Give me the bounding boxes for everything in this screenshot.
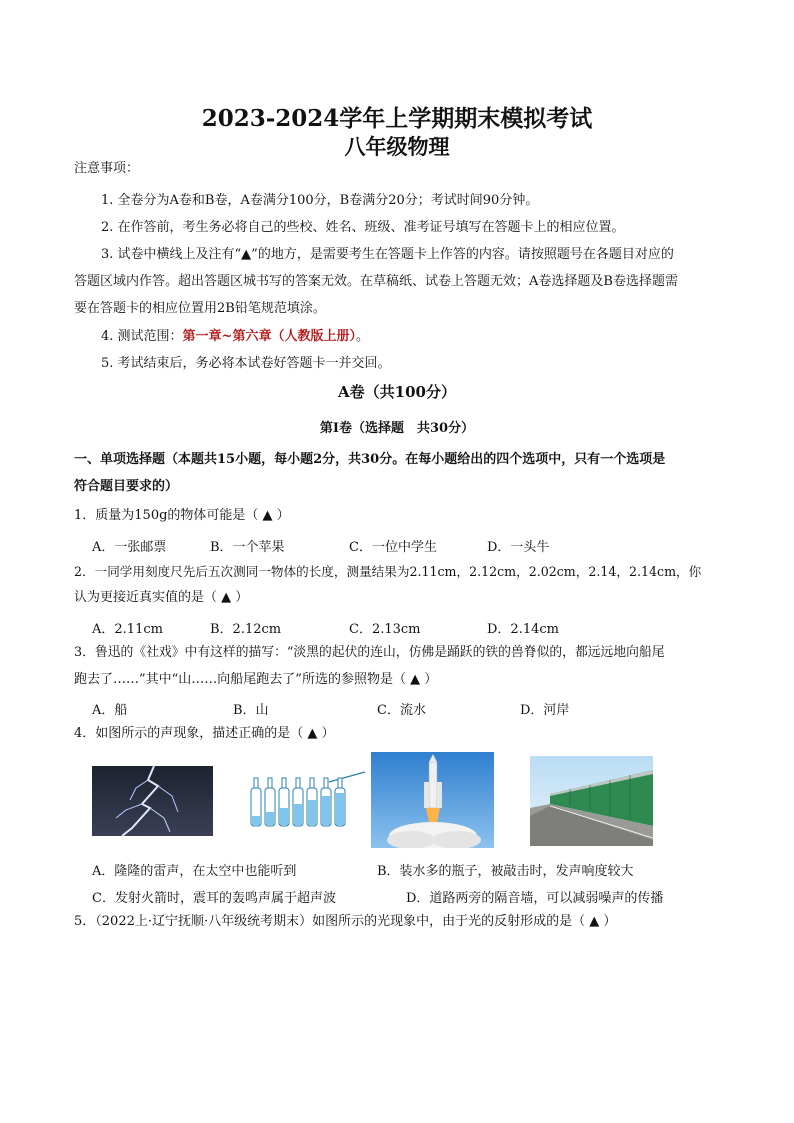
- note-item-2: 2. 在作答前，考生务必将自己的些校、姓名、班级、准考证号填写在答题卡上的相应位置。: [101, 220, 625, 235]
- q2-option-b: B．2.12cm: [210, 622, 282, 637]
- q4-option-c: C．发射火箭时，震耳的轰鸣声属于超声波: [92, 891, 336, 906]
- q1-option-d: D．一头牛: [487, 540, 550, 555]
- q1-option-c: C．一位中学生: [349, 540, 437, 555]
- q3-stem-line-2: 跑去了……”其中“山……向船尾跑去了”所选的参照物是（ ▲ ）: [74, 672, 438, 687]
- note-item-3-cont-1: 答题区域内作答。超出答题区城书写的答案无效。在草稿纸、试卷上答题无效；A卷选择题及B卷选择题需: [74, 274, 678, 289]
- instruction-line-1: 一、单项选择题（本题共15小题，每小题2分，共30分。在每小题给出的四个选项中，只有一个选项是: [74, 452, 666, 467]
- q4-stem: 4．如图所示的声现象，描述正确的是（ ▲ ）: [74, 726, 335, 741]
- q2-option-d: D．2.14cm: [487, 622, 559, 637]
- note-item-4: [101, 329, 369, 345]
- q2-stem-line-1: 2．一同学用刻度尺先后五次测同一物体的长度，测量结果为2.11cm，2.12cm，2.02cm，2.14，2.14cm，你: [74, 564, 702, 579]
- exam-subtitle: 八年级物理: [344, 134, 450, 159]
- q1-option-b: B．一个苹果: [210, 540, 285, 555]
- water-bottles-image: [249, 768, 369, 828]
- q3-option-c: C．流水: [377, 703, 426, 718]
- q1-option-a: A．一张邮票: [92, 540, 167, 555]
- q3-option-b: B．山: [233, 703, 269, 718]
- test-range: 第一章~第六章（人教版上册）: [182, 329, 356, 344]
- q4-option-a: A．隆隆的雷声，在太空中也能听到: [92, 864, 297, 879]
- note-item-4-prefix: 4. 测试范围：: [101, 329, 183, 344]
- part1-title: 第I卷（选择题 共30分）: [319, 421, 475, 436]
- note-item-1: 1. 全卷分为A卷和B卷，A卷满分100分，B卷满分20分；考试时间90分钟。: [101, 193, 539, 208]
- note-item-5: 5. 考试结束后，务必将本试卷好答题卡一并交回。: [101, 356, 391, 371]
- q5-stem: 5．（2022上·辽宁抚顺·八年级统考期末）如图所示的光现象中，由于光的反射形成的是（ ▲ ）: [74, 914, 617, 929]
- section-a-title: A卷（共100分）: [338, 383, 456, 401]
- q1-stem: 1．质量为150g的物体可能是（ ▲ ）: [74, 508, 290, 523]
- q3-option-a: A．船: [92, 703, 128, 718]
- sound-barrier-wall-image: [530, 756, 653, 846]
- notes-heading: 注意事项：: [74, 161, 140, 176]
- exam-title: 2023-2024学年上学期期末模拟考试: [201, 105, 593, 132]
- lightning-image: [92, 766, 213, 836]
- q2-option-a: A．2.11cm: [92, 622, 163, 637]
- instruction-line-2: 符合题目要求的）: [74, 479, 179, 494]
- q4-option-b: B．装水多的瓶子，被敲击时，发声响度较大: [377, 864, 634, 879]
- q2-stem-line-2: 认为更接近真实值的是（ ▲ ）: [74, 590, 249, 605]
- q2-option-c: C．2.13cm: [349, 622, 421, 637]
- note-item-3: 3. 试卷中横线上及注有“▲”的地方，是需要考生在答题卡上作答的内容。请按照题号在各题目对应的: [101, 247, 674, 262]
- note-item-4-suffix: 。: [355, 329, 369, 344]
- q3-option-d: D．河岸: [520, 703, 570, 718]
- note-item-3-cont-2: 要在答题卡的相应位置用2B铅笔规范填涂。: [74, 301, 326, 316]
- q4-option-d: D．道路两旁的隔音墙，可以减弱噪声的传播: [406, 891, 664, 906]
- q3-stem-line-1: 3．鲁迅的《社戏》中有这样的描写：“淡黑的起伏的连山，仿佛是踊跃的铁的兽脊似的，都远远地向船尾: [74, 645, 665, 660]
- rocket-launch-image: [371, 752, 494, 848]
